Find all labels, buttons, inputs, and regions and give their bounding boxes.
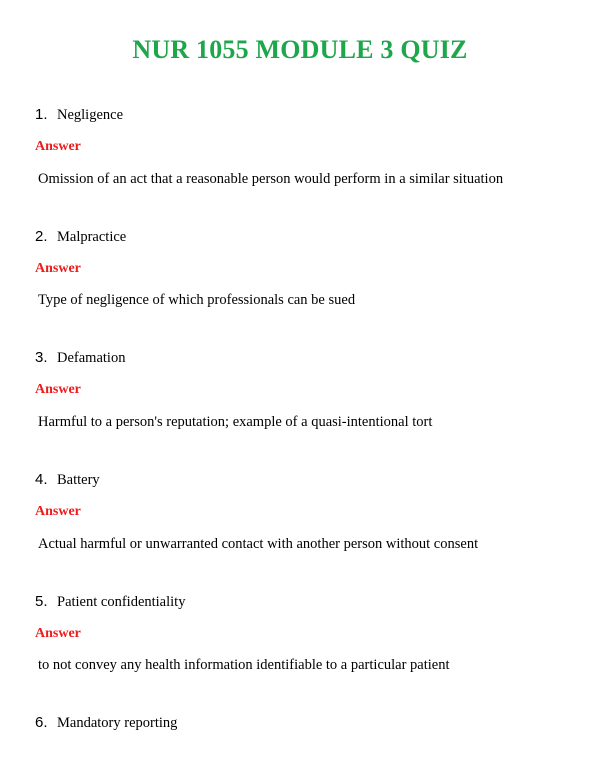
question-term: Defamation [57,350,126,366]
answer-text: Type of negligence of which professionals can be sued [38,292,356,308]
question-term: Mandatory reporting [57,715,178,731]
document-title: NUR 1055 MODULE 3 QUIZ [132,35,468,64]
answer-text: Actual harmful or unwarranted contact with another person without consent [38,536,479,552]
question-4 [35,471,100,493]
question-number: 1. [35,106,48,123]
answer-text: to not convey any health information identifiable to a particular patient [38,657,450,673]
question-term: Battery [57,472,100,488]
answer-label: Answer [35,382,81,397]
question-3 [35,349,125,371]
question-term: Patient confidentiality [57,594,186,610]
question-number: 6. [35,714,48,731]
question-2 [35,228,126,250]
question-number: 5. [35,593,48,610]
answer-label: Answer [35,261,81,276]
question-6 [35,714,177,736]
question-number: 4. [35,471,48,488]
answer-text: Harmful to a person's reputation; example of a quasi-intentional tort [38,414,433,430]
answer-label: Answer [35,139,81,154]
question-term: Negligence [57,107,124,123]
answer-label: Answer [35,626,81,641]
question-1 [35,106,123,128]
question-number: 3. [35,349,48,366]
question-term: Malpractice [57,229,127,245]
answer-text: Omission of an act that a reasonable person would perform in a similar situation [38,171,504,187]
answer-label: Answer [35,504,81,519]
question-number: 2. [35,228,48,245]
question-5 [35,593,185,615]
